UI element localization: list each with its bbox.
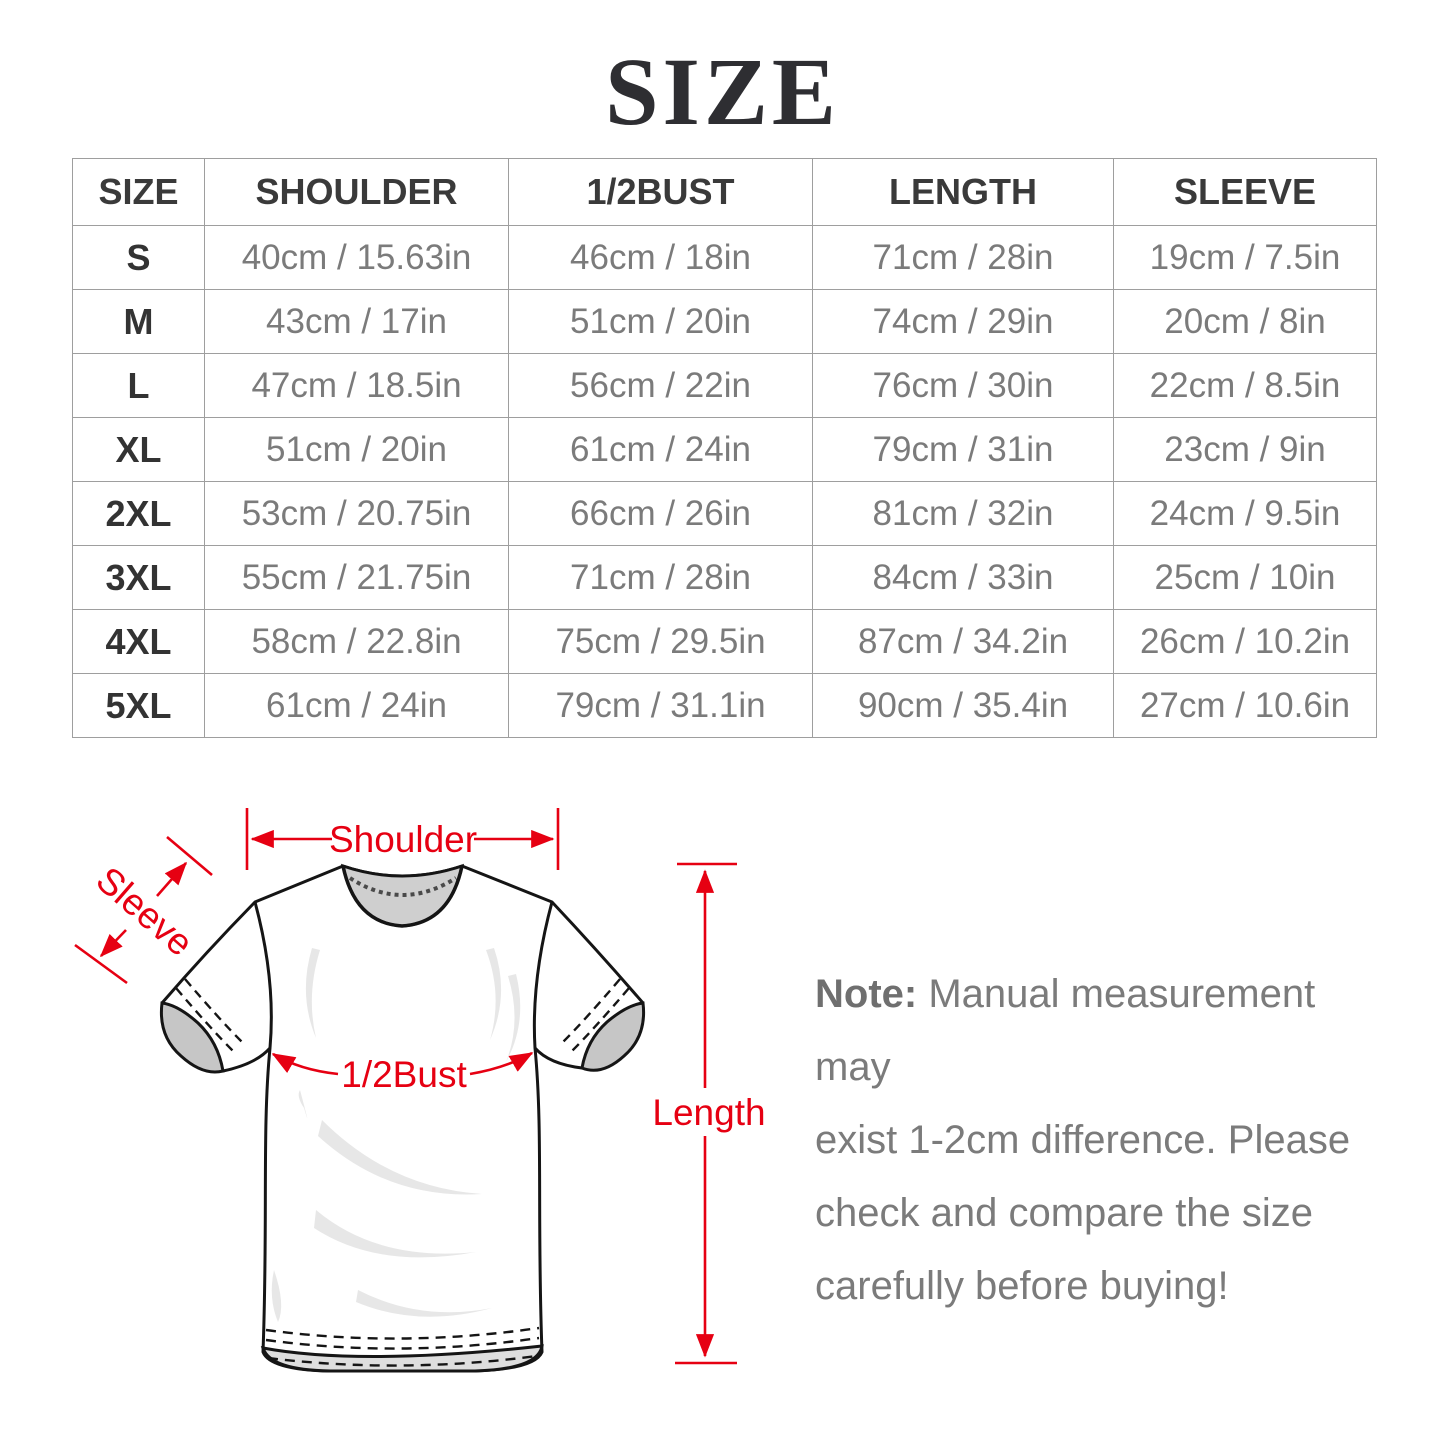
tshirt-illustration xyxy=(161,866,643,1371)
note-line-text: Manual measurement may xyxy=(815,972,1316,1089)
note-line: exist 1-2cm difference. Please xyxy=(815,1118,1351,1162)
measurement-cell: 53cm / 20.75in xyxy=(205,482,509,546)
note-line xyxy=(815,958,1395,1104)
note-line: check and compare the size xyxy=(815,1191,1314,1235)
sleeve-arrow-down xyxy=(101,930,126,956)
measurement-cell: 22cm / 8.5in xyxy=(1114,354,1377,418)
measurement-cell: 71cm / 28in xyxy=(813,226,1114,290)
size-cell: XL xyxy=(73,418,205,482)
sleeve-arrow-up xyxy=(157,863,186,896)
measurement-cell: 56cm / 22in xyxy=(509,354,813,418)
sleeve-label: Sleeve xyxy=(88,858,201,964)
size-cell: 3XL xyxy=(73,546,205,610)
measurement-cell: 19cm / 7.5in xyxy=(1114,226,1377,290)
measurement-cell: 61cm / 24in xyxy=(205,674,509,738)
table-header-row xyxy=(73,159,1377,226)
sleeve-annotation xyxy=(75,837,212,983)
measurement-cell: 61cm / 24in xyxy=(509,418,813,482)
size-cell: L xyxy=(73,354,205,418)
size-table xyxy=(72,158,1377,738)
measurement-cell: 74cm / 29in xyxy=(813,290,1114,354)
page-title: SIZE xyxy=(605,38,840,145)
sleeve-upper-endbar xyxy=(167,837,212,875)
column-header-shoulder: SHOULDER xyxy=(205,159,509,226)
table-row xyxy=(73,610,1377,674)
measurement-cell: 40cm / 15.63in xyxy=(205,226,509,290)
table-row xyxy=(73,418,1377,482)
note-text xyxy=(815,958,1395,1323)
measurement-cell: 24cm / 9.5in xyxy=(1114,482,1377,546)
measurement-cell: 20cm / 8in xyxy=(1114,290,1377,354)
tshirt-outline xyxy=(162,866,643,1371)
measurement-cell: 81cm / 32in xyxy=(813,482,1114,546)
measurement-cell: 87cm / 34.2in xyxy=(813,610,1114,674)
measurement-cell: 43cm / 17in xyxy=(205,290,509,354)
column-header-length: LENGTH xyxy=(813,159,1114,226)
length-annotation xyxy=(652,864,765,1363)
measurement-cell: 76cm / 30in xyxy=(813,354,1114,418)
measurement-cell: 84cm / 33in xyxy=(813,546,1114,610)
column-header-sleeve: SLEEVE xyxy=(1114,159,1377,226)
size-cell: 5XL xyxy=(73,674,205,738)
measurement-cell: 66cm / 26in xyxy=(509,482,813,546)
table-row xyxy=(73,290,1377,354)
shoulder-annotation xyxy=(247,808,558,870)
measurement-cell: 90cm / 35.4in xyxy=(813,674,1114,738)
size-cell: S xyxy=(73,226,205,290)
measurement-cell: 51cm / 20in xyxy=(205,418,509,482)
measurement-cell: 71cm / 28in xyxy=(509,546,813,610)
measurement-cell: 26cm / 10.2in xyxy=(1114,610,1377,674)
column-header-size: SIZE xyxy=(73,159,205,226)
size-cell: M xyxy=(73,290,205,354)
tshirt-size-diagram xyxy=(60,790,780,1445)
sleeve-lower-endbar xyxy=(75,945,127,983)
measurement-cell: 55cm / 21.75in xyxy=(205,546,509,610)
measurement-cell: 27cm / 10.6in xyxy=(1114,674,1377,738)
measurement-cell: 79cm / 31.1in xyxy=(509,674,813,738)
measurement-cell: 51cm / 20in xyxy=(509,290,813,354)
shoulder-label: Shoulder xyxy=(328,819,478,860)
table-row xyxy=(73,226,1377,290)
table-row xyxy=(73,354,1377,418)
bust-label: 1/2Bust xyxy=(341,1054,467,1095)
measurement-cell: 23cm / 9in xyxy=(1114,418,1377,482)
table-row xyxy=(73,674,1377,738)
length-label: Length xyxy=(652,1092,766,1133)
measurement-cell: 46cm / 18in xyxy=(509,226,813,290)
size-cell: 2XL xyxy=(73,482,205,546)
measurement-cell: 75cm / 29.5in xyxy=(509,610,813,674)
note-line: carefully before buying! xyxy=(815,1264,1229,1308)
measurement-cell: 58cm / 22.8in xyxy=(205,610,509,674)
table-row xyxy=(73,482,1377,546)
measurement-cell: 25cm / 10in xyxy=(1114,546,1377,610)
column-header-1-2bust: 1/2BUST xyxy=(509,159,813,226)
measurement-cell: 47cm / 18.5in xyxy=(205,354,509,418)
size-cell: 4XL xyxy=(73,610,205,674)
note-label: Note: xyxy=(815,972,918,1016)
measurement-cell: 79cm / 31in xyxy=(813,418,1114,482)
table-row xyxy=(73,546,1377,610)
